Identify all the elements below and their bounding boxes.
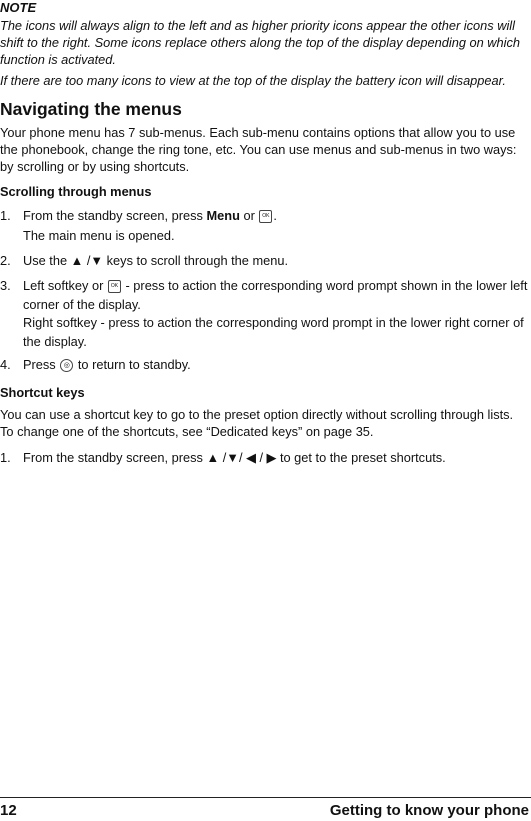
list-number: 4. xyxy=(0,357,11,372)
list-item-continuation: Right softkey - press to action the corresponding word prompt in the lower right corner of the display. xyxy=(23,315,524,349)
list-text: Left softkey or xyxy=(23,278,107,293)
shortcut-intro: You can use a shortcut key to go to the preset option directly without scrolling through lists. To change one of the shortcuts, see “Dedicated keys” on page 35. xyxy=(0,407,514,439)
subsection-heading: Scrolling through menus xyxy=(0,184,152,199)
footer-divider xyxy=(0,797,531,798)
list-number: 1. xyxy=(0,450,11,465)
menu-key-label: Menu xyxy=(206,208,240,223)
list-text: . xyxy=(273,208,277,223)
subsection-heading: Shortcut keys xyxy=(0,385,85,400)
ok-key-icon: OK xyxy=(108,280,121,293)
list-number: 2. xyxy=(0,253,11,268)
end-key-icon: ◎ xyxy=(60,359,73,372)
list-text: - press to action the corresponding word prompt shown in the lower left corner of the display. xyxy=(23,278,528,312)
page-number: 12 xyxy=(0,802,17,819)
note-paragraph: The icons will always align to the left and as higher priority icons appear the other icons will shift to the right. Some icons replace others along the top of the display depending on which function is activated. xyxy=(0,18,521,67)
list-number: 3. xyxy=(0,278,11,293)
note-paragraph: If there are too many icons to view at the top of the display the battery icon will disappear. xyxy=(0,73,506,88)
list-text: From the standby screen, press xyxy=(23,208,207,223)
note-title: NOTE xyxy=(0,0,37,15)
list-text: to return to standby. xyxy=(74,357,191,372)
list-item-continuation: The main menu is opened. xyxy=(23,228,175,243)
list-number: 1. xyxy=(0,208,11,223)
list-text: Use the ▲ /▼ keys to scroll through the menu. xyxy=(23,253,289,268)
list-text: Press xyxy=(23,357,60,372)
list-text: From the standby screen, press ▲ /▼/ ◀ / ▶ to get to the preset shortcuts. xyxy=(23,450,446,465)
footer-title: Getting to know your phone xyxy=(329,802,529,819)
section-intro: Your phone menu has 7 sub-menus. Each sub-menu contains options that allow you to use the phonebook, change the ring tone, etc. You can use menus and sub-menus in two ways: by scrolling or by using shortcuts. xyxy=(0,125,517,174)
list-text: or xyxy=(239,208,259,223)
ok-key-icon: OK xyxy=(259,210,272,223)
section-heading: Navigating the menus xyxy=(0,99,182,119)
